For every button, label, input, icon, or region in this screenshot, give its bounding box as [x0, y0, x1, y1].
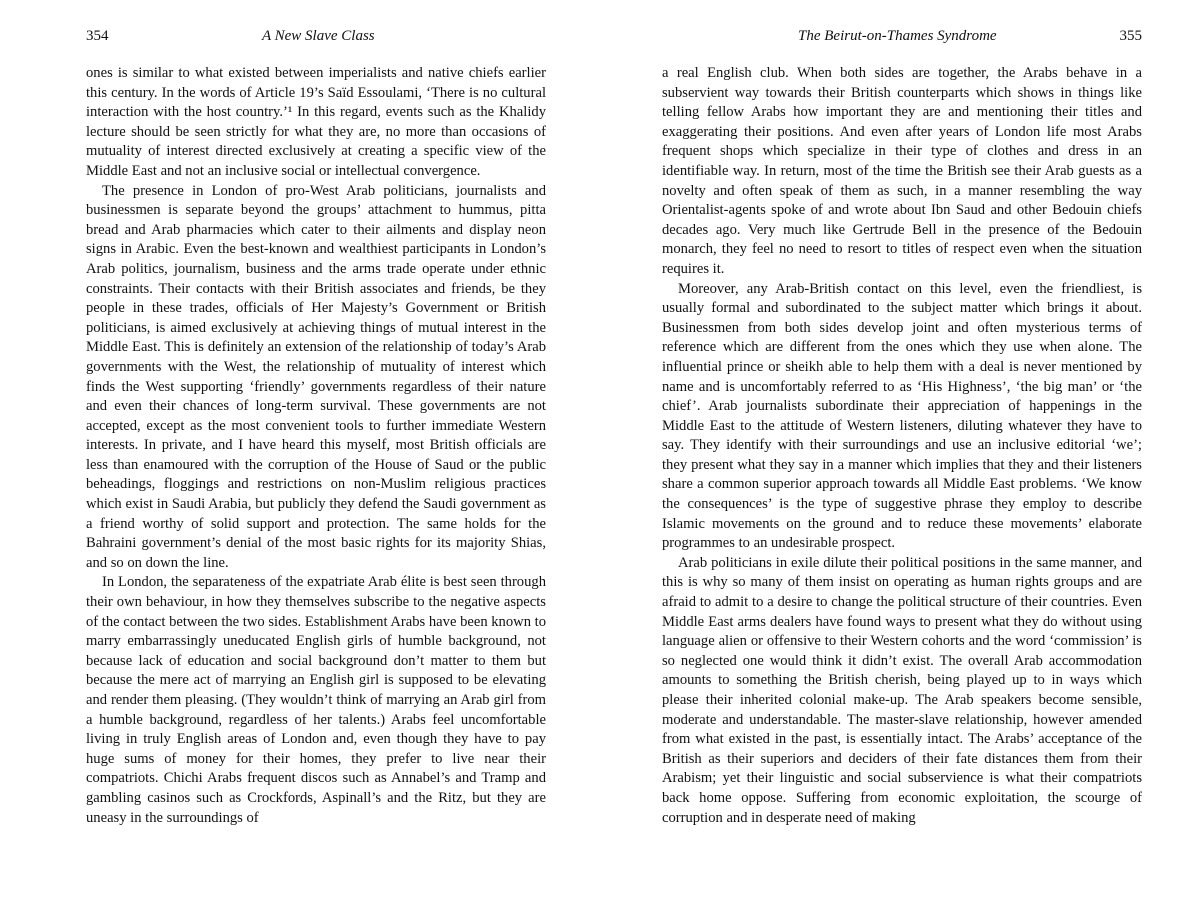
right-page: [662, 28, 1142, 828]
paragraph: ones is similar to what existed between imperialists and native chiefs earlier this century. In the words of Article 19’s Saïd Essoulami, ‘There is no cultural interaction with the host country.’¹ In this regard, events such as the Khalidy lecture should be seen strictly for what they are, no more than occasions of mutuality of interest directed exclusively at creating a specific view of the Middle East and not an inclusive social or intellectual convergence.: [86, 65, 546, 179]
page-number: 354: [86, 28, 109, 44]
paragraph: Arab politicians in exile dilute their political positions in the same manner, and this is why so many of them insist on operating as human rights groups and are afraid to admit to a desire to change the political structure of their countries. Even Middle East arms dealers have found ways to present what they do without using language alien or offensive to their Western cohorts and the word ‘commission’ is so neglected one would think it didn’t exist. The overall Arab accommodation amounts to something the British cherish, being played up to in ways which please their inherited colonial make-up. The Arab speakers become sensible, moderate and understandable. The master-slave relationship, however amended from what existed in the past, is essentially intact. The Arabs’ acceptance of the British as their superiors and deciders of their fate distances them from their Arabism; yet their linguistic and social subservience is what their compatriots back home oppose. Suffering from economic exploitation, the scourge of corruption and in desperate need of making: [662, 554, 1142, 826]
running-head-title: The Beirut-on-Thames Syndrome: [798, 28, 997, 44]
paragraph: a real English club. When both sides are together, the Arabs behave in a subservient way towards their British counterparts which shows in things like telling fellow Arabs how important they are and mentioning their titles and exaggerating their positions. And even after years of London life most Arabs frequent shops which specialize in their type of clothes and dress in an identifiable way. In return, most of the time the British see their Arab guests as a novelty and often speak of them as such, in a manner resembling the way Orientalist-agents spoke of and wrote about Ibn Saud and other Bedouin chiefs decades ago. Very much like Gertrude Bell in the presence of the Bedouin monarch, they feel no need to resort to titles of respect even when the situation requires it.: [662, 65, 1142, 277]
left-page-body: [86, 64, 546, 828]
page-number: 355: [1119, 28, 1142, 44]
left-page: [86, 28, 546, 828]
paragraph: The presence in London of pro-West Arab politicians, journalists and businessmen is separate beyond the groups’ attachment to hummus, pitta bread and Arab pharmacies which cater to their ailments and display neon signs in Arabic. Even the best-known and wealthiest participants in London’s Arab politics, journalism, business and the arms trade operate under ethnic constraints. Their contacts with their British associates and friends, be they people in these trades, officials of Her Majesty’s Government or British politicians, is aimed exclusively at achieving things of mutual interest in the Middle East. This is definitely an extension of the relationship of today’s Arab governments with the West, the relationship of mutuality of interest which finds the West supporting ‘friendly’ governments regardless of their nature and even their chances of long-term survival. These governments are not accepted, except as the most convenient tools to further immediate Western interests. In private, and I have heard this myself, most British officials are less than enamoured with the corruption of the House of Saud or the public beheadings, floggings and restrictions on non-Muslim religious practices which exist in Saudi Arabia, but publicly they defend the Saudi government as a friend worthy of solid support and protection. The same holds for the Bahraini government’s denial of the most basic rights for its majority Shias, and so on down the line.: [86, 182, 546, 571]
paragraph: In London, the separateness of the expatriate Arab élite is best seen through their own behaviour, in how they themselves subscribe to the negative aspects of the contact between the two sides. Establishment Arabs have been known to marry embarrassingly uneducated English girls of humble background, not because lack of education and social background don’t matter to them but because the mere act of marrying an English girl is supposed to be elevating and render them pleasing. (They wouldn’t think of marrying an Arab girl from a humble background, regardless of her talents.) Arabs feel uncomfortable living in truly English areas of London and, even though they have to pay huge sums of money for their homes, they prefer to live near their compatriots. Chichi Arabs frequent discos such as Annabel’s and Tramp and gambling casinos such as Crockfords, Aspinall’s and the Ritz, but they are uneasy in the surroundings of: [86, 574, 546, 826]
running-head-title: A New Slave Class: [262, 28, 375, 44]
paragraph: Moreover, any Arab-British contact on this level, even the friendliest, is usually formal and subordinated to the subject matter which brings it about. Businessmen from both sides develop joint and often mysterious terms of reference which are different from the ones which they use when alone. The influential prince or sheikh able to help them with a deal is never mentioned by name and is uncomfortably referred to as ‘His Highness’, ‘the big man’ or ‘the chief’. Arab journalists subordinate their appreciation of happenings in the Middle East to the attitude of Western listeners, diluting whatever they have to say. They identify with their surroundings and use an inclusive editorial ‘we’; they present what they say in a manner which implies that they and their listeners share a common superior approach towards all Middle East problems. ‘We know the consequences’ is the type of suggestive phrase they employ to describe Islamic movements on the ground and to reduce these movements’ elaborate programmes to an undesirable prospect.: [662, 280, 1142, 552]
right-running-head: [662, 28, 1142, 58]
left-running-head: [86, 28, 546, 58]
right-page-body: [662, 64, 1142, 828]
